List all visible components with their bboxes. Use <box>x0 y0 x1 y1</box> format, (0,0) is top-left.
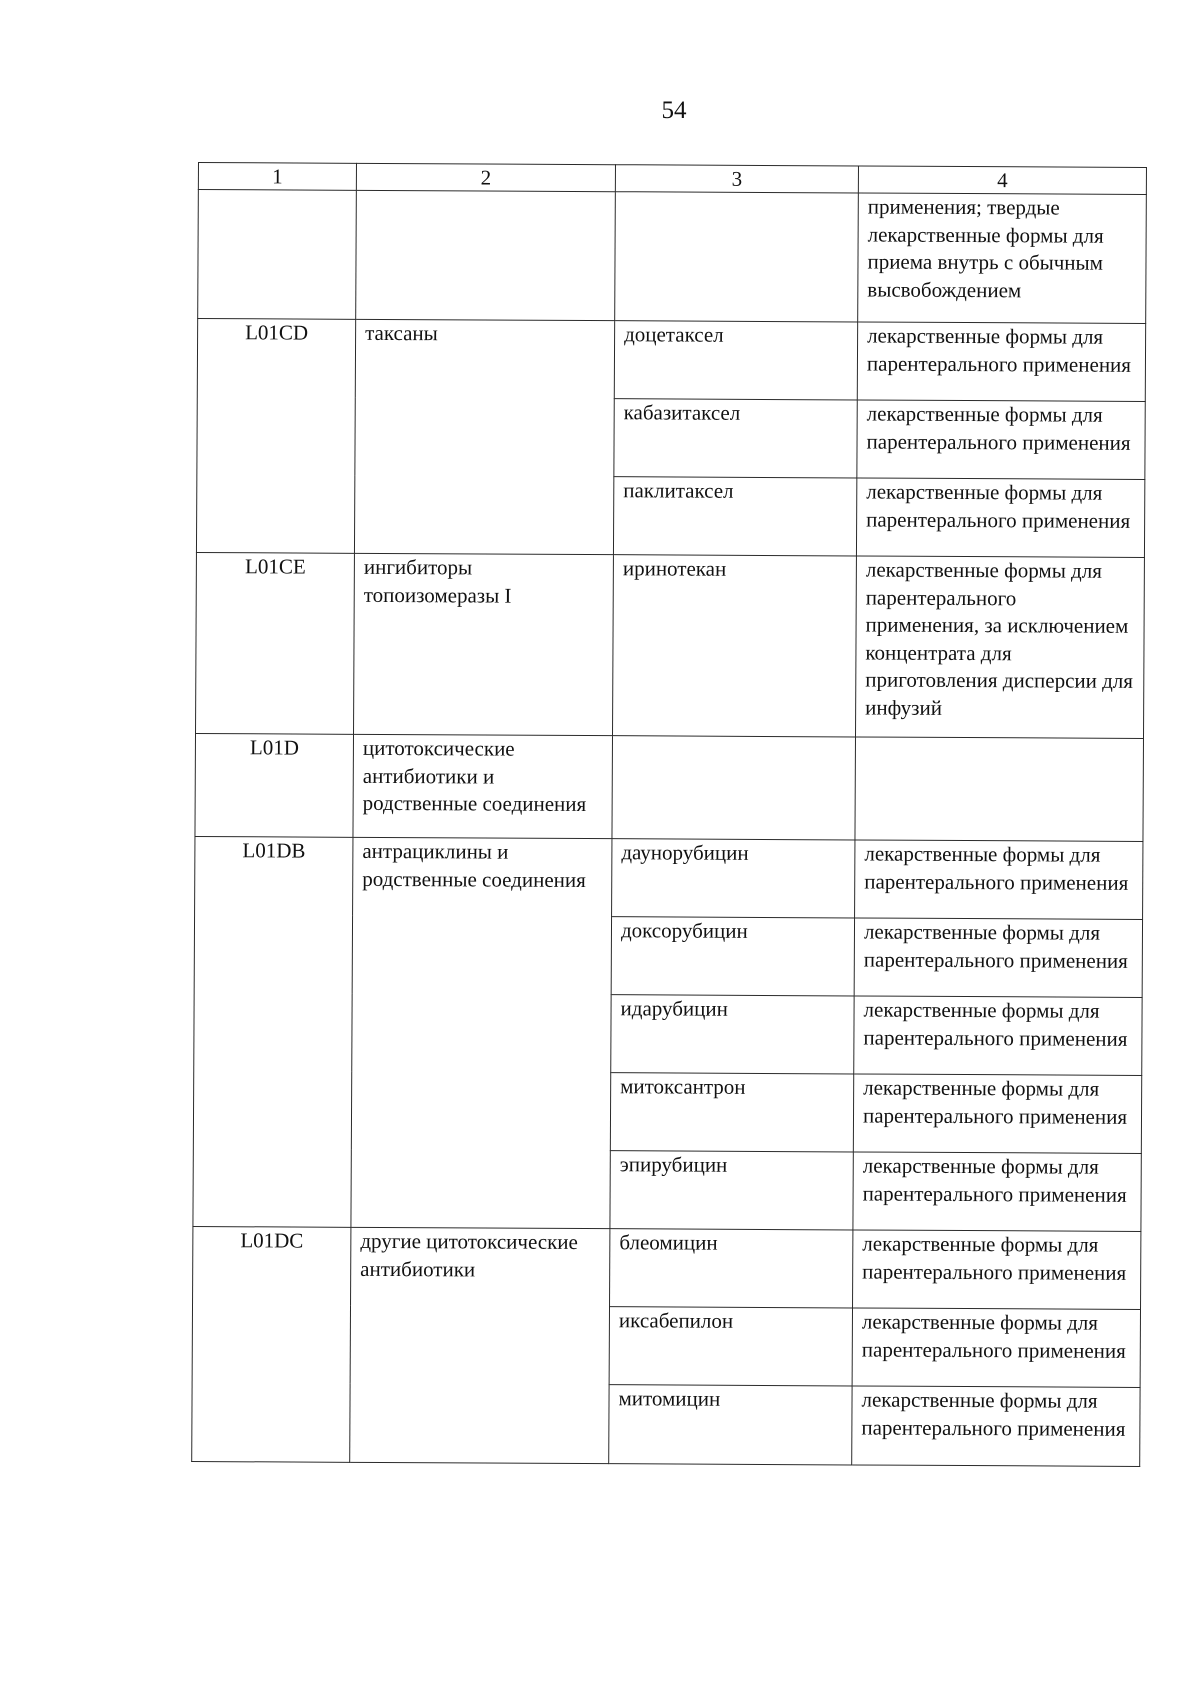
group-name-cell: ингибиторы топоизомеразы I <box>354 553 614 735</box>
drug-name-cell: доксорубицин <box>611 917 854 996</box>
table-row <box>197 319 1145 402</box>
drug-name-cell: паклитаксел <box>613 477 856 556</box>
drug-name-cell: митоксантрон <box>610 1073 853 1152</box>
drug-name-cell: доцетаксел <box>614 321 857 400</box>
dosage-form-cell: лекарственные формы для парентерального применения <box>853 1152 1141 1232</box>
table-row <box>195 733 1144 841</box>
atc-code-cell: L01DC <box>192 1226 351 1462</box>
drug-name-cell: блеомицин <box>610 1229 853 1308</box>
column-header-2: 2 <box>356 163 615 191</box>
atc-code-cell: L01D <box>195 733 354 837</box>
dosage-form-cell: лекарственные формы для парентерального применения <box>853 1230 1141 1310</box>
atc-code-cell: L01DB <box>193 836 353 1227</box>
column-header-1: 1 <box>198 163 356 191</box>
column-header-3: 3 <box>615 165 858 193</box>
drug-name-cell: митомицин <box>609 1385 852 1465</box>
table-row <box>195 836 1143 919</box>
table-row <box>193 1226 1141 1309</box>
drug-name-cell: эпирубицин <box>610 1151 853 1230</box>
dosage-form-cell: лекарственные формы для парентерального применения <box>853 1074 1141 1154</box>
group-name-cell: цитотоксические антибиотики и родственные соединения <box>353 734 613 838</box>
atc-code-cell: L01CE <box>196 552 355 734</box>
dosage-form-cell: лекарственные формы для парентерального применения <box>854 918 1142 998</box>
table-row <box>198 190 1147 324</box>
table-row <box>196 552 1145 738</box>
drug-name-cell <box>612 736 856 840</box>
dosage-form-cell: лекарственные формы для парентерального применения <box>852 1386 1140 1467</box>
table-body <box>192 190 1147 1467</box>
group-name-cell: таксаны <box>354 319 614 554</box>
dosage-form-cell: лекарственные формы для парентерального применения <box>854 996 1142 1076</box>
drug-table <box>191 162 1147 1467</box>
dosage-form-cell <box>855 737 1144 842</box>
dosage-form-cell: лекарственные формы для парентерального применения, за исключением концентрата для приготовления дисперсии для инфузий <box>855 556 1144 739</box>
atc-code-cell: L01CD <box>196 319 355 554</box>
drug-name-cell: иксабепилон <box>609 1307 852 1386</box>
dosage-form-cell: лекарственные формы для парентерального применения <box>856 478 1144 558</box>
drug-name-cell <box>615 192 859 322</box>
drug-name-cell: кабазитаксел <box>614 399 857 478</box>
group-name-cell: другие цитотоксические антибиотики <box>350 1227 610 1463</box>
dosage-form-cell: лекарственные формы для парентерального применения <box>852 1308 1140 1388</box>
dosage-form-cell: лекарственные формы для парентерального применения <box>857 400 1145 480</box>
group-name-cell <box>356 190 616 320</box>
dosage-form-cell: лекарственные формы для парентерального применения <box>857 322 1145 402</box>
page-number: 54 <box>661 97 687 124</box>
column-header-4: 4 <box>858 166 1146 195</box>
drug-name-cell: даунорубицин <box>612 839 855 918</box>
drug-name-cell: иринотекан <box>613 555 857 737</box>
group-name-cell: антрациклины и родственные соединения <box>351 837 612 1228</box>
dosage-form-cell: применения; твердые лекарственные формы для приема внутрь с обычным высвобождением <box>858 193 1147 324</box>
atc-code-cell <box>198 190 357 320</box>
drug-name-cell: идарубицин <box>611 995 854 1074</box>
dosage-form-cell: лекарственные формы для парентерального применения <box>855 840 1143 920</box>
